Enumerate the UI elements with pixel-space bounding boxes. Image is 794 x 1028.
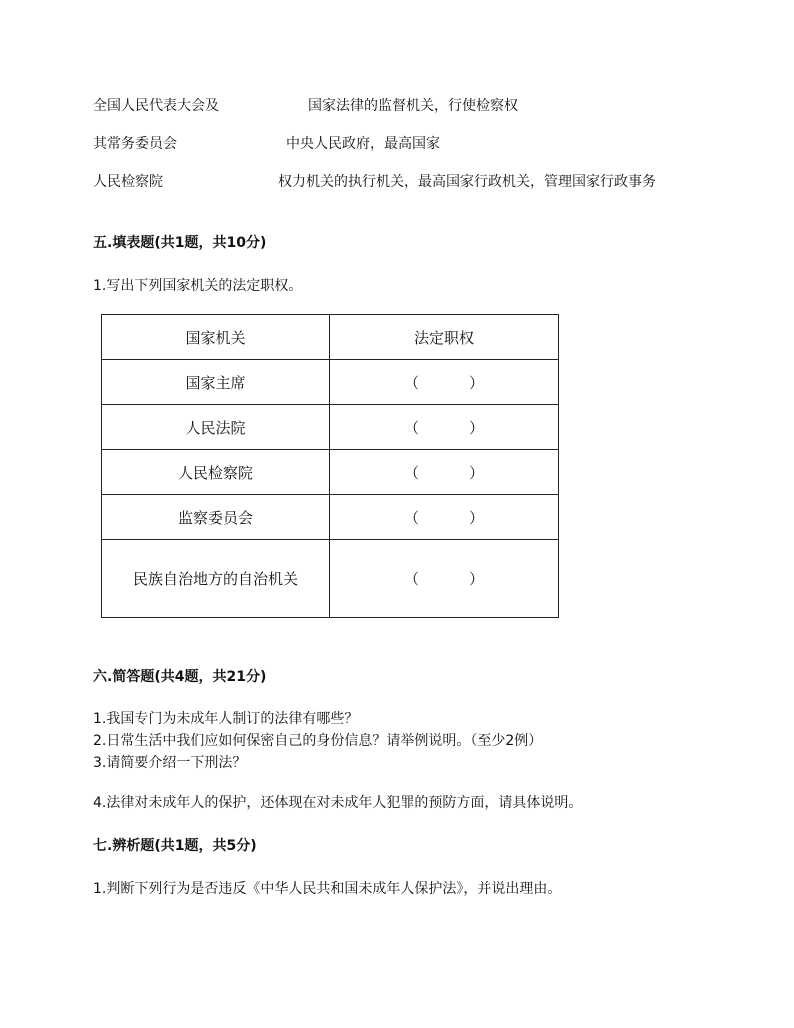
section6-question-4: 4.法律对未成年人的保护，还体现在对未成年人犯罪的预防方面，请具体说明。 — [93, 795, 583, 811]
table-row — [102, 540, 559, 618]
header-organ: 国家机关 — [102, 315, 330, 360]
table-row — [102, 450, 559, 495]
match-right-3: 权力机关的执行机关，最高国家行政机关，管理国家行政事务 — [278, 174, 656, 190]
organ-cell: 人民检察院 — [102, 450, 330, 495]
organ-cell: 国家主席 — [102, 360, 330, 405]
organ-cell: 人民法院 — [102, 405, 330, 450]
header-duties: 法定职权 — [330, 315, 559, 360]
duty-blank[interactable]: （ ） — [330, 495, 559, 540]
match-left-2: 其常务委员会 — [93, 136, 177, 152]
match-left-3: 人民检察院 — [93, 174, 163, 190]
table-row — [102, 360, 559, 405]
match-right-1: 国家法律的监督机关，行使检察权 — [308, 98, 518, 114]
section7-question-1: 1.判断下列行为是否违反《中华人民共和国未成年人保护法》，并说出理由。 — [93, 881, 562, 897]
duty-blank[interactable]: （ ） — [330, 405, 559, 450]
organ-cell: 监察委员会 — [102, 495, 330, 540]
section5-question-1: 1.写出下列国家机关的法定职权。 — [93, 278, 303, 294]
section6-question-3: 3.请简要介绍一下刑法？ — [93, 755, 247, 771]
duty-blank[interactable]: （ ） — [330, 540, 559, 618]
duties-table — [101, 314, 559, 618]
table-row — [102, 405, 559, 450]
duty-blank[interactable]: （ ） — [330, 450, 559, 495]
section5-heading: 五.填表题(共1题，共10分) — [93, 235, 267, 251]
match-right-2: 中央人民政府，最高国家 — [286, 136, 440, 152]
section7-heading: 七.辨析题(共1题，共5分) — [93, 838, 257, 854]
table-row — [102, 495, 559, 540]
duty-blank[interactable]: （ ） — [330, 360, 559, 405]
section6-question-2: 2.日常生活中我们应如何保密自己的身份信息？请举例说明。（至少2例） — [93, 733, 543, 749]
match-left-1: 全国人民代表大会及 — [93, 98, 219, 114]
organ-cell: 民族自治地方的自治机关 — [102, 540, 330, 618]
section6-heading: 六.简答题(共4题，共21分) — [93, 669, 267, 685]
section6-question-1: 1.我国专门为未成年人制订的法律有哪些？ — [93, 711, 359, 727]
table-header-row — [102, 315, 559, 360]
